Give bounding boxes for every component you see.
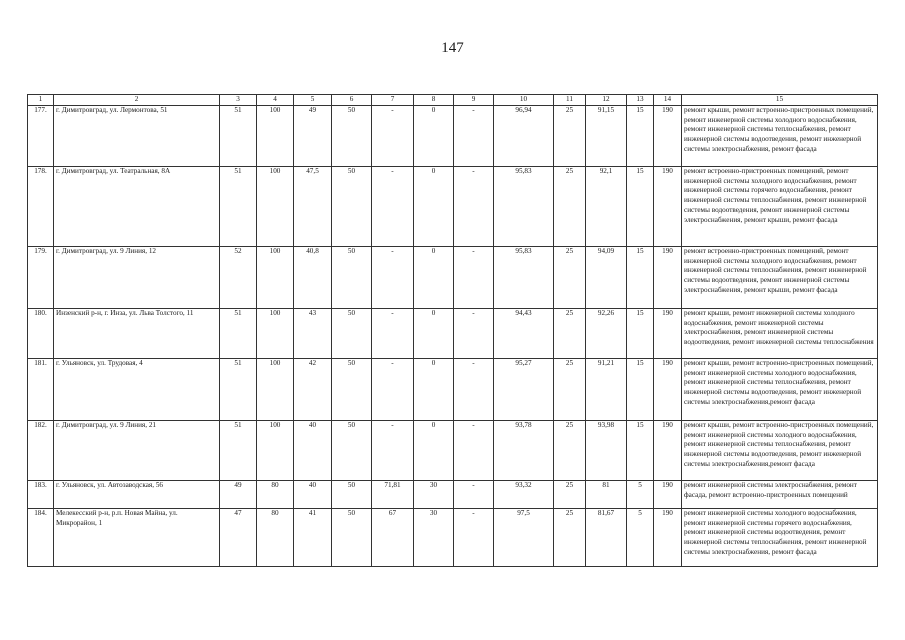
value-cell: - xyxy=(372,247,414,309)
column-header: 13 xyxy=(627,95,654,106)
repair-works-cell: ремонт инженерной системы электроснабжения, ремонт фасада, ремонт встроенно-пристроенных помещений xyxy=(682,481,878,509)
value-cell: - xyxy=(454,481,494,509)
column-header: 4 xyxy=(257,95,294,106)
value-cell: 0 xyxy=(414,421,454,481)
table-row xyxy=(28,167,878,247)
value-cell: 80 xyxy=(257,509,294,567)
table-row xyxy=(28,509,878,567)
value-cell: 25 xyxy=(554,247,586,309)
value-cell: 0 xyxy=(414,359,454,421)
value-cell: 40,8 xyxy=(294,247,332,309)
column-header: 11 xyxy=(554,95,586,106)
row-number: 177. xyxy=(28,106,54,167)
value-cell: 91,21 xyxy=(586,359,627,421)
value-cell: 71,81 xyxy=(372,481,414,509)
column-header: 1 xyxy=(28,95,54,106)
value-cell: 97,5 xyxy=(494,509,554,567)
column-header: 8 xyxy=(414,95,454,106)
column-header: 5 xyxy=(294,95,332,106)
value-cell: 50 xyxy=(332,247,372,309)
value-cell: 47,5 xyxy=(294,167,332,247)
value-cell: 190 xyxy=(654,247,682,309)
value-cell: 96,94 xyxy=(494,106,554,167)
value-cell: - xyxy=(454,247,494,309)
value-cell: 15 xyxy=(627,247,654,309)
value-cell: 25 xyxy=(554,167,586,247)
value-cell: 52 xyxy=(220,247,257,309)
column-header: 7 xyxy=(372,95,414,106)
value-cell: 100 xyxy=(257,359,294,421)
value-cell: 190 xyxy=(654,509,682,567)
repair-works-cell: ремонт крыши, ремонт встроенно-пристроенных помещений, ремонт инженерной системы холодного водоснабжения, ремонт инженерной системы теплоснабжения, ремонт инженерной системы водоотведения, ремонт инженерной системы электроснабжения,ремонт фасада xyxy=(682,359,878,421)
repair-works-cell: ремонт инженерной системы холодного водоснабжения, ремонт инженерной системы горячего водоснабжения, ремонт инженерной системы водоотведения, ремонт инженерной системы теплоснабжения, ремонт инженерной системы электроснабжения, ремонт фасада xyxy=(682,509,878,567)
value-cell: 50 xyxy=(332,106,372,167)
value-cell: 42 xyxy=(294,359,332,421)
value-cell: 43 xyxy=(294,309,332,359)
value-cell: 94,43 xyxy=(494,309,554,359)
value-cell: 190 xyxy=(654,106,682,167)
row-number: 178. xyxy=(28,167,54,247)
value-cell: 190 xyxy=(654,421,682,481)
value-cell: - xyxy=(372,106,414,167)
value-cell: 50 xyxy=(332,359,372,421)
row-number: 182. xyxy=(28,421,54,481)
value-cell: 50 xyxy=(332,481,372,509)
value-cell: 51 xyxy=(220,106,257,167)
value-cell: 190 xyxy=(654,481,682,509)
column-header: 10 xyxy=(494,95,554,106)
value-cell: 93,78 xyxy=(494,421,554,481)
value-cell: 51 xyxy=(220,359,257,421)
value-cell: 41 xyxy=(294,509,332,567)
value-cell: 80 xyxy=(257,481,294,509)
address-cell: г. Димитровград, ул. 9 Линия, 21 xyxy=(54,421,220,481)
value-cell: 100 xyxy=(257,309,294,359)
address-cell: г. Димитровград, ул. Театральная, 8А xyxy=(54,167,220,247)
value-cell: 25 xyxy=(554,309,586,359)
column-header: 14 xyxy=(654,95,682,106)
value-cell: 40 xyxy=(294,421,332,481)
value-cell: 25 xyxy=(554,509,586,567)
value-cell: 50 xyxy=(332,421,372,481)
value-cell: 94,09 xyxy=(586,247,627,309)
value-cell: 93,98 xyxy=(586,421,627,481)
value-cell: - xyxy=(454,421,494,481)
value-cell: - xyxy=(454,167,494,247)
value-cell: - xyxy=(372,359,414,421)
value-cell: 50 xyxy=(332,167,372,247)
value-cell: - xyxy=(454,359,494,421)
column-header: 2 xyxy=(54,95,220,106)
column-header: 15 xyxy=(682,95,878,106)
value-cell: 0 xyxy=(414,247,454,309)
row-number: 180. xyxy=(28,309,54,359)
column-number-row xyxy=(28,95,878,106)
value-cell: 81,67 xyxy=(586,509,627,567)
value-cell: 100 xyxy=(257,247,294,309)
column-header: 12 xyxy=(586,95,627,106)
value-cell: 50 xyxy=(332,309,372,359)
value-cell: 25 xyxy=(554,106,586,167)
value-cell: 30 xyxy=(414,481,454,509)
address-cell: Инзенский р-н, г. Инза, ул. Льва Толстого, 11 xyxy=(54,309,220,359)
address-cell: г. Димитровград, ул. 9 Линия, 12 xyxy=(54,247,220,309)
value-cell: 5 xyxy=(627,481,654,509)
value-cell: 92,1 xyxy=(586,167,627,247)
repair-works-cell: ремонт встроенно-пристроенных помещений, ремонт инженерной системы холодного водоснабжения, ремонт инженерной системы теплоснабжения, ремонт инженерной системы водоотведения, ремонт инженерной системы электроснабжения, ремонт крыши, ремонт фасада xyxy=(682,247,878,309)
value-cell: 81 xyxy=(586,481,627,509)
address-cell: г. Димитровград, ул. Лермонтова, 51 xyxy=(54,106,220,167)
value-cell: 15 xyxy=(627,359,654,421)
repair-works-cell: ремонт крыши, ремонт встроенно-пристроенных помещений, ремонт инженерной системы холодного водоснабжения, ремонт инженерной системы теплоснабжения, ремонт инженерной системы водоотведения, ремонт инженерной системы электроснабжения, ремонт фасада xyxy=(682,106,878,167)
table-row xyxy=(28,481,878,509)
value-cell: 50 xyxy=(332,509,372,567)
address-cell: Мелекесский р-н, р.п. Новая Майна, ул. Микрорайон, 1 xyxy=(54,509,220,567)
row-number: 181. xyxy=(28,359,54,421)
value-cell: 100 xyxy=(257,421,294,481)
row-number: 183. xyxy=(28,481,54,509)
housing-repair-table xyxy=(27,94,878,567)
value-cell: 30 xyxy=(414,509,454,567)
value-cell: 51 xyxy=(220,309,257,359)
value-cell: 190 xyxy=(654,167,682,247)
table-row xyxy=(28,106,878,167)
page-number: 147 xyxy=(441,40,464,56)
table-row xyxy=(28,247,878,309)
value-cell: 25 xyxy=(554,481,586,509)
value-cell: 0 xyxy=(414,106,454,167)
value-cell: - xyxy=(454,106,494,167)
value-cell: 40 xyxy=(294,481,332,509)
table-row xyxy=(28,421,878,481)
value-cell: 51 xyxy=(220,421,257,481)
repair-works-cell: ремонт встроенно-пристроенных помещений, ремонт инженерной системы холодного водоснабжения, ремонт инженерной системы горячего водоснабжения, ремонт инженерной системы теплоснабжения, ремонт инженерной системы водоотведения, ремонт инженерной системы электроснабжения, ремонт крыши, ремонт фасада xyxy=(682,167,878,247)
value-cell: - xyxy=(454,309,494,359)
value-cell: 15 xyxy=(627,167,654,247)
value-cell: 95,83 xyxy=(494,247,554,309)
row-number: 184. xyxy=(28,509,54,567)
value-cell: 190 xyxy=(654,359,682,421)
value-cell: 100 xyxy=(257,167,294,247)
value-cell: 92,26 xyxy=(586,309,627,359)
value-cell: 100 xyxy=(257,106,294,167)
value-cell: 15 xyxy=(627,309,654,359)
value-cell: 5 xyxy=(627,509,654,567)
table-row xyxy=(28,359,878,421)
address-cell: г. Ульяновск, ул. Трудовая, 4 xyxy=(54,359,220,421)
value-cell: 49 xyxy=(220,481,257,509)
value-cell: - xyxy=(454,509,494,567)
table-row xyxy=(28,309,878,359)
value-cell: - xyxy=(372,167,414,247)
value-cell: - xyxy=(372,421,414,481)
repair-works-cell: ремонт крыши, ремонт встроенно-пристроенных помещений, ремонт инженерной системы холодного водоснабжения, ремонт инженерной системы теплоснабжения, ремонт инженерной системы водоотведения, ремонт инженерной системы электроснабжения,ремонт фасада xyxy=(682,421,878,481)
address-cell: г. Ульяновск, ул. Автозаводская, 56 xyxy=(54,481,220,509)
value-cell: 25 xyxy=(554,359,586,421)
value-cell: 67 xyxy=(372,509,414,567)
value-cell: 47 xyxy=(220,509,257,567)
value-cell: 95,27 xyxy=(494,359,554,421)
repair-works-cell: ремонт крыши, ремонт инженерной системы холодного водоснабжения, ремонт инженерной системы электроснабжения, ремонт инженерной системы водоотведения, ремонт инженерной системы теплоснабжения xyxy=(682,309,878,359)
column-header: 6 xyxy=(332,95,372,106)
value-cell: 15 xyxy=(627,106,654,167)
value-cell: 15 xyxy=(627,421,654,481)
value-cell: 51 xyxy=(220,167,257,247)
column-header: 3 xyxy=(220,95,257,106)
value-cell: - xyxy=(372,309,414,359)
value-cell: 0 xyxy=(414,309,454,359)
value-cell: 190 xyxy=(654,309,682,359)
column-header: 9 xyxy=(454,95,494,106)
value-cell: 25 xyxy=(554,421,586,481)
value-cell: 93,32 xyxy=(494,481,554,509)
row-number: 179. xyxy=(28,247,54,309)
value-cell: 0 xyxy=(414,167,454,247)
value-cell: 95,83 xyxy=(494,167,554,247)
value-cell: 91,15 xyxy=(586,106,627,167)
value-cell: 49 xyxy=(294,106,332,167)
